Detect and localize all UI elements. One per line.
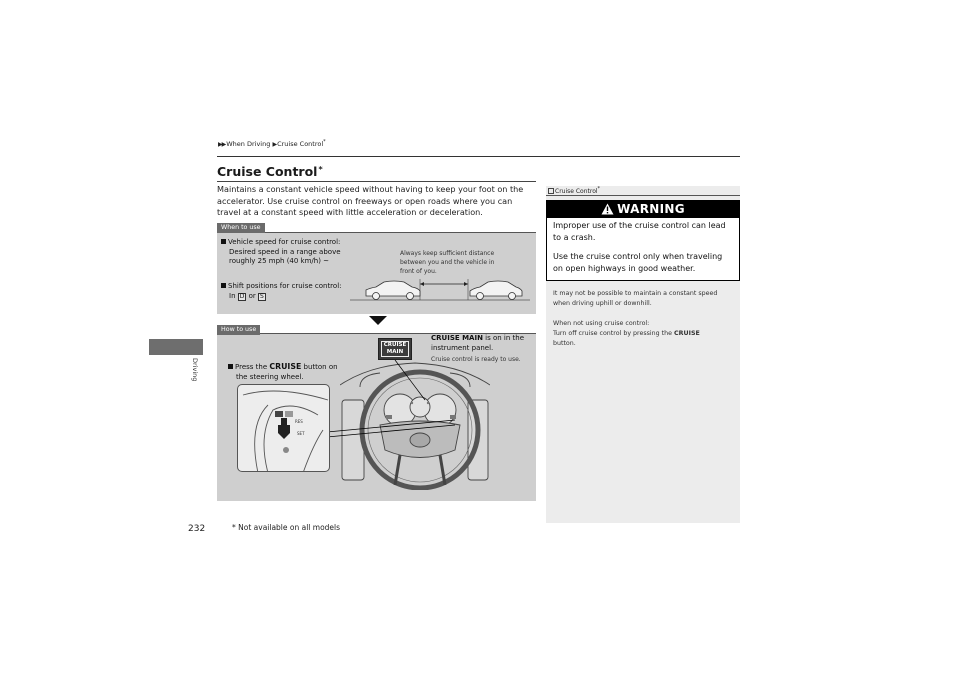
shift-bullet: Shift positions for cruise control: In D or S bbox=[221, 282, 391, 301]
press-cruise-step: Press the CRUISE button on the steering wheel. bbox=[228, 362, 378, 382]
sidebar-rule bbox=[546, 195, 740, 196]
footnote: * Not available on all models bbox=[232, 523, 341, 532]
warning-paragraph-2: Use the cruise control only when traveling on open highways in good weather. bbox=[553, 252, 723, 273]
cruise-button-icon bbox=[275, 411, 283, 417]
how-to-use-label: How to use bbox=[217, 325, 260, 335]
speed-bullet: Vehicle speed for cruise control: Desired speed in a range above roughly 25 mph (40 km/h) ~ bbox=[221, 238, 391, 267]
when-to-use-top-rule bbox=[217, 232, 536, 233]
svg-text:SET: SET bbox=[297, 431, 305, 436]
page-title-mark: * bbox=[318, 165, 323, 174]
warning-paragraph-1: Improper use of the cruise control can lead to a crash. bbox=[553, 221, 726, 242]
section-tab-label: Driving bbox=[191, 358, 199, 382]
front-car-icon bbox=[470, 281, 522, 300]
sidebar-heading: Cruise Control* bbox=[546, 186, 740, 195]
arrow-icon: ▶ bbox=[272, 141, 277, 149]
intro-paragraph: Maintains a constant vehicle speed without having to keep your foot on the accelerator. Use cruise control on freeways or open roads where you can travel at a constant speed with little acceleration or deceleration. bbox=[217, 184, 524, 218]
breadcrumb bbox=[218, 139, 326, 148]
warning-triangle-icon bbox=[601, 203, 614, 215]
gear-d-key: D bbox=[239, 292, 245, 300]
top-rule bbox=[217, 156, 740, 157]
sidebar-note-slope: It may not be possible to maintain a constant speed when driving uphill or downhill. bbox=[553, 290, 718, 307]
rear-car-icon bbox=[366, 281, 420, 300]
breadcrumb-current: Cruise Control bbox=[277, 140, 324, 149]
bullet-square-icon bbox=[221, 283, 226, 288]
breadcrumb-mark: * bbox=[323, 139, 326, 145]
page-title-text: Cruise Control bbox=[217, 164, 318, 179]
bullet-square-icon bbox=[221, 239, 226, 244]
when-to-use-label: When to use bbox=[217, 223, 265, 233]
gear-s-key: S bbox=[260, 292, 264, 300]
warning-box bbox=[546, 200, 740, 281]
breadcrumb-parent[interactable]: When Driving bbox=[226, 140, 271, 149]
reference-box-icon bbox=[548, 188, 554, 194]
wheel-buttons-inset bbox=[237, 384, 330, 472]
down-arrow-icon bbox=[369, 316, 387, 325]
page-number: 232 bbox=[188, 524, 206, 534]
warning-header: WARNING bbox=[547, 201, 739, 218]
title-rule bbox=[217, 181, 536, 182]
following-distance-illustration bbox=[350, 275, 530, 305]
svg-text:RES: RES bbox=[295, 419, 303, 424]
wheel-buttons-drawing bbox=[238, 385, 330, 472]
page-title bbox=[217, 164, 323, 179]
cruise-main-indicator: CRUISE MAIN bbox=[378, 338, 412, 360]
distance-caption: Always keep sufficient distance between you and the vehicle in front of you. bbox=[400, 250, 495, 275]
section-tab[interactable] bbox=[149, 339, 203, 355]
bullet-square-icon bbox=[228, 364, 233, 369]
cruise-main-caption: CRUISE MAIN is on in the instrument panel. Cruise control is ready to use. bbox=[431, 334, 525, 363]
sidebar-note-turn-off: When not using cruise control: Turn off cruise control by pressing the CRUISE button. bbox=[553, 320, 700, 347]
double-arrow-icon: ▶▶ bbox=[218, 141, 226, 149]
